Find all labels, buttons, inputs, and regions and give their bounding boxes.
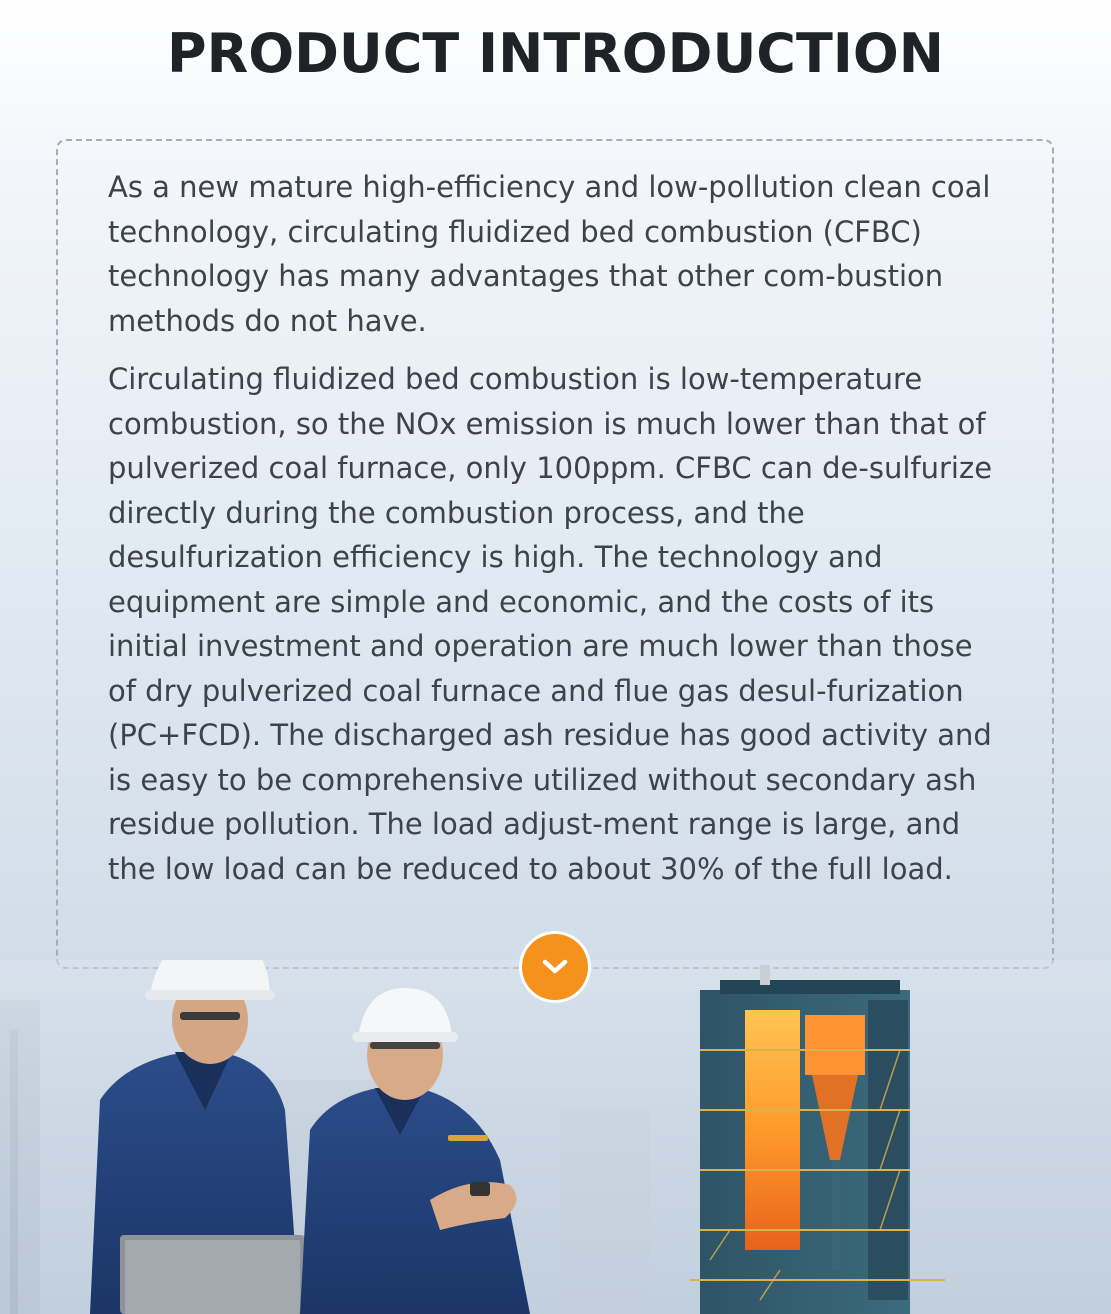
- intro-text-box: [56, 139, 1054, 969]
- intro-paragraph-1: As a new mature high-efficiency and low-pollution clean coal technology, circulating fluidized bed combustion (CFBC) technology has many advantages that other com-bustion methods do not have.: [108, 170, 991, 338]
- chevron-down-icon: [540, 957, 570, 977]
- intro-paragraph-2: Circulating fluidized bed combustion is low-temperature combustion, so the NOx emission is much lower than that of pulverized coal furnace, only 100ppm. CFBC can de-sulfurize directly during the combustion process, and the desulfurization efficiency is high. The technology and equipment are simple and economic, and the costs of its initial investment and operation are much lower than those of dry pulverized coal furnace and flue gas desul-furization (PC+FCD). The discharged ash residue has good activity and is easy to be comprehensive utilized without secondary ash residue pollution. The load adjust-ment range is large, and the low load can be reduced to about 30% of the full load.: [108, 362, 993, 886]
- page-title: PRODUCT INTRODUCTION: [167, 22, 944, 85]
- cfb-boiler: [690, 965, 945, 1314]
- expand-button[interactable]: [522, 934, 588, 1000]
- boiler-illustration: [0, 960, 1111, 1314]
